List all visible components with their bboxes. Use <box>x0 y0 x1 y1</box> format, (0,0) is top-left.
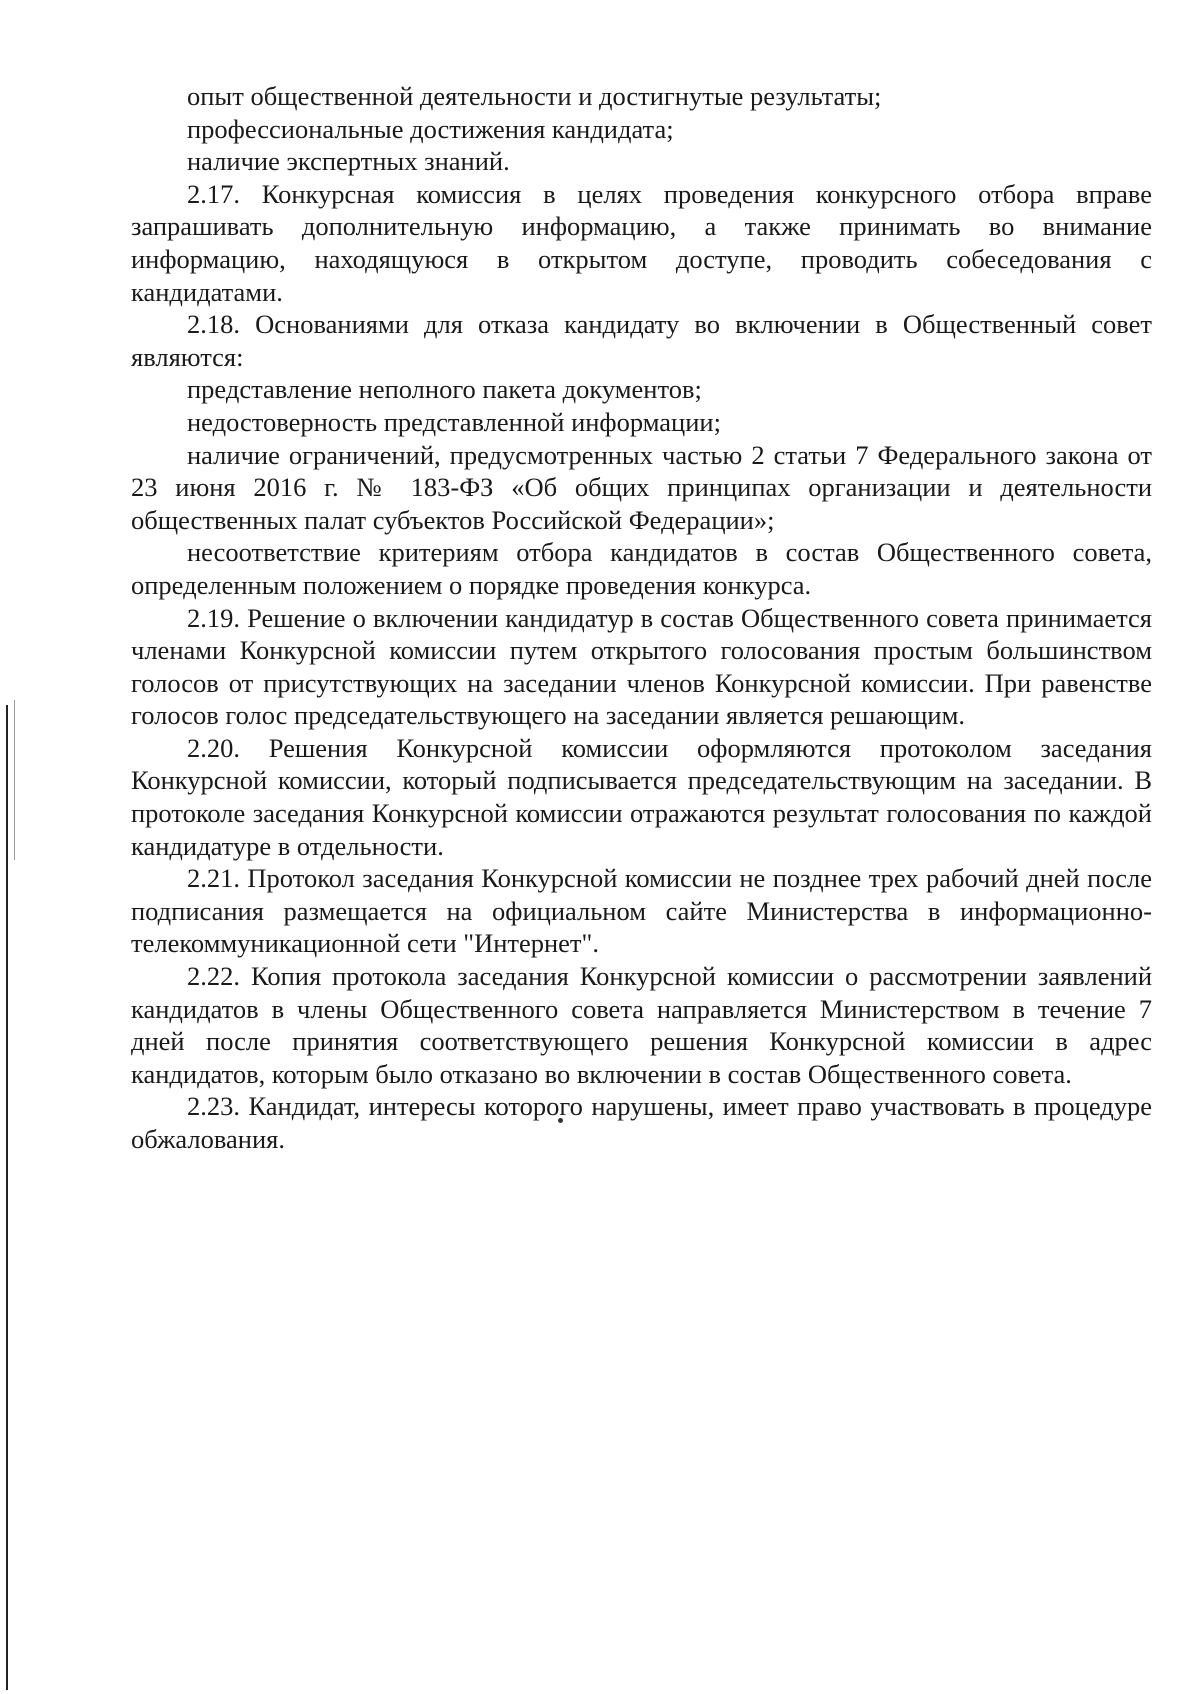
paragraph-2-22: 2.22. Копия протокола заседания Конкурсной комиссии о рассмотрении заявлений кандидатов в члены Общественного совета направляется Министерством в течение 7 дней после принятия соответствующего решения Конкурсной комиссии в адрес кандидатов, которым было отказано во включении в состав Общественного совета. <box>131 961 1152 1089</box>
scan-edge-line <box>6 705 8 1690</box>
paragraph: несоответствие критериям отбора кандидатов в состав Общественного совета, определенным положением о порядке проведения конкурса. <box>131 537 1152 600</box>
scan-edge-line-faint <box>14 700 15 860</box>
document-page <box>131 80 1152 1156</box>
paragraph-2-17: 2.17. Конкурсная комиссия в целях проведения конкурсного отбора вправе запрашивать дополнительную информацию, а также принимать во внимание информацию, находящуюся в открытом доступе, проводить собеседования с кандидатами. <box>131 178 1152 307</box>
paragraph-2-19: 2.19. Решение о включении кандидатур в состав Общественного совета принимается членами Конкурсной комиссии путем открытого голосования простым большинством голосов от присутствующих на заседании членов Конкурсной комиссии. При равенстве голосов голос председательствующего на заседании является решающим. <box>131 602 1152 731</box>
paragraph-2-18: 2.18. Основаниями для отказа кандидату во включении в Общественный совет являются: <box>131 309 1152 372</box>
paragraph: представление неполного пакета документов; <box>187 374 702 405</box>
paragraph: наличие ограничений, предусмотренных частью 2 статьи 7 Федерального закона от 23 июня 2016 г. № 183-ФЗ «Об общих принципах организации и деятельности общественных палат субъектов Российской Федерации»; <box>131 439 1152 535</box>
paragraph-2-23: 2.23. Кандидат, интересы которого нарушены, имеет право участвовать в процедуре обжалования. <box>131 1091 1152 1154</box>
paragraph: профессиональные достижения кандидата; <box>187 113 674 144</box>
paragraph: наличие экспертных знаний. <box>187 146 510 177</box>
paragraph: недостоверность представленной информации; <box>187 406 721 437</box>
paragraph-2-20: 2.20. Решения Конкурсной комиссии оформляются протоколом заседания Конкурсной комиссии, который подписывается председательствующим на заседании. В протоколе заседания Конкурсной комиссии отражаются результат голосования по каждой кандидатуре в отдельности. <box>131 732 1152 861</box>
paragraph: опыт общественной деятельности и достигнутые результаты; <box>187 81 882 111</box>
paragraph-2-21: 2.21. Протокол заседания Конкурсной комиссии не позднее трех рабочий дней после подписания размещается на официальном сайте Министерства в информационно-телекоммуникационной сети "Интернет". <box>131 863 1152 959</box>
